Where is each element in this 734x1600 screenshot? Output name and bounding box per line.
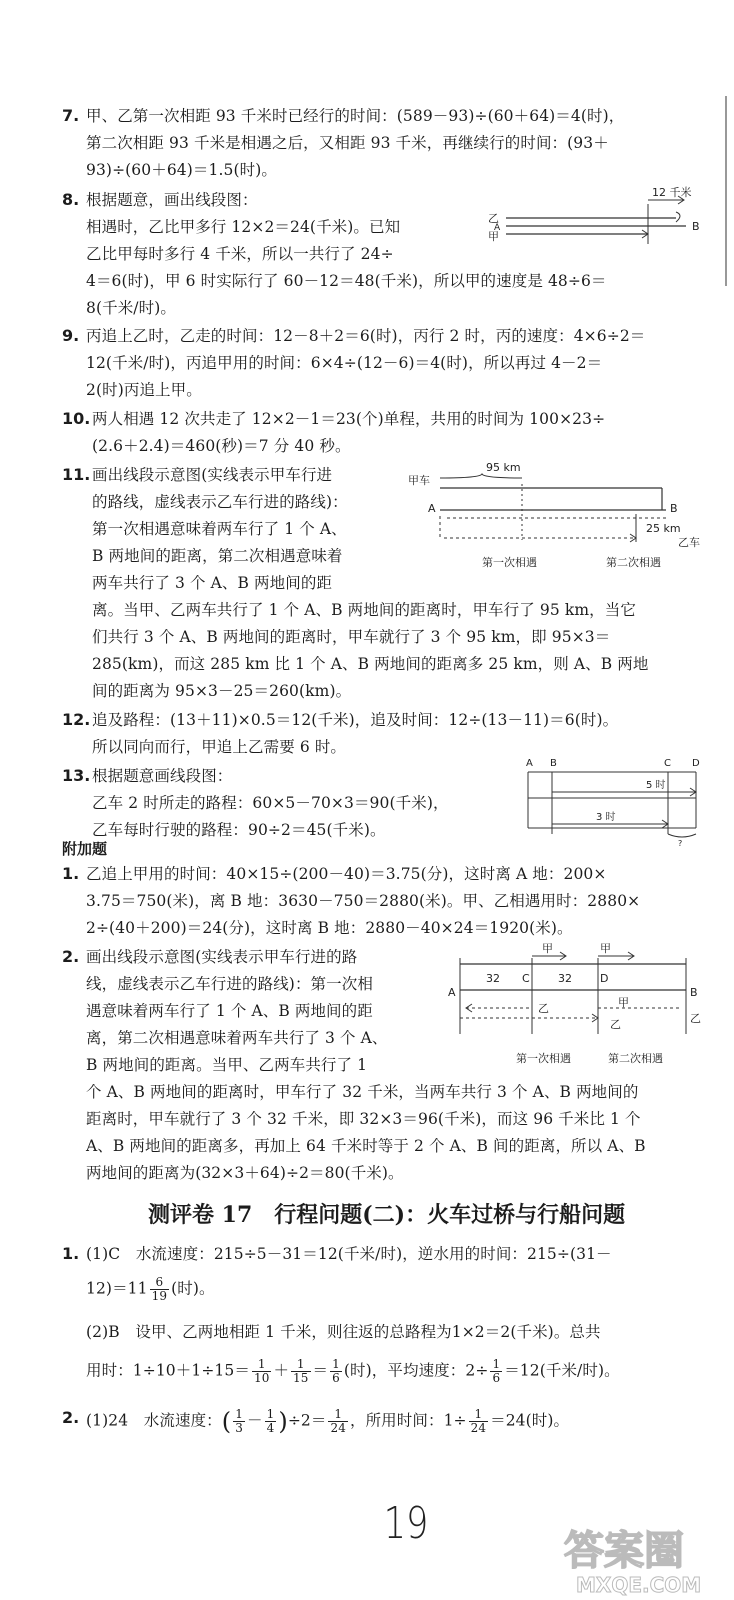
figure-e2-n1: 32: [486, 972, 500, 985]
figure-e2-yi-2: 乙: [610, 1018, 621, 1031]
problem-9-line: 12(千米/时)，丙追甲用的时间：6×4÷(12－6)＝4(时)，所以再过 4－2＝: [86, 354, 603, 372]
figure-13-d: D: [692, 758, 700, 769]
figure-e2-n2: 32: [558, 972, 572, 985]
problem-9-line: 2(时)丙追上甲。: [86, 381, 202, 399]
extra-2-line: 两地间的距离为(32×3＋64)÷2＝80(千米)。: [86, 1164, 404, 1182]
figure-13-t3: 3 时: [596, 812, 616, 823]
figure-11-a: A: [428, 502, 436, 515]
figure-11-caption-1: 第一次相遇: [482, 556, 537, 569]
problem-13-line: 乙车每时行驶的路程：90÷2＝45(千米)。: [92, 821, 386, 839]
watermark-url: MXQE.COM: [576, 1573, 702, 1597]
fraction: $\frac{1}{24}$: [330, 1407, 346, 1435]
problem-13-line: 根据题意画线段图：: [92, 767, 233, 785]
figure-13-t5: 5 时: [646, 780, 666, 791]
extra-1-number: 1.: [62, 864, 80, 883]
s17-q1-number: 1.: [62, 1244, 80, 1263]
fraction: $\frac{1}{24}$: [470, 1407, 487, 1435]
extra-2-number: 2.: [62, 947, 80, 966]
extra-2-line: 个 A、B 两地间的距离时，甲车行了 32 千米，当两车共行 3 个 A、B 两地间的: [86, 1083, 639, 1101]
binding-line: [722, 96, 730, 286]
problem-11-line: 285(km)，而这 285 km 比 1 个 A、B 两地间的距离多 25 km，则 A、B 两地: [92, 655, 649, 673]
problem-11-line: 第一次相遇意味着两车行了 1 个 A、: [92, 520, 347, 538]
figure-e2-jia-1: 甲: [542, 942, 553, 955]
problem-9-line: 丙追上乙时，乙走的时间：12－8＋2＝6(时)，丙行 2 时，丙的速度：4×6÷2＝: [86, 327, 646, 345]
s17-q1-a2-prefix: 12)＝11: [86, 1279, 148, 1298]
extra-2-line: 距离时，甲车就行了 3 个 32 千米，即 32×3＝96(千米)，而这 96 千米比 1 个: [86, 1110, 641, 1128]
figure-e2-jia-3: 甲: [618, 996, 629, 1009]
problem-11-line: 两车共行了 3 个 A、B 两地间的距: [92, 574, 333, 592]
figure-e2-b: B: [690, 986, 698, 999]
figure-13-a: A: [526, 758, 533, 769]
extra-2-line: B 两地间的距离。当甲、乙两车共行了 1: [86, 1056, 368, 1074]
fraction: $\frac{1}{3}$: [235, 1407, 243, 1435]
watermark-logo: [556, 1518, 732, 1598]
problem-8-line: 8(千米/时)。: [86, 299, 176, 317]
problem-7-line: 第二次相距 93 千米是相遇之后，又相距 93 千米，再继续行的时间：(93＋: [86, 134, 609, 152]
problem-11-line: B 两地间的距离，第二次相遇意味着: [92, 547, 343, 565]
problem-11-line: 画出线段示意图(实线表示甲车行进: [92, 466, 333, 484]
extra-2-line: 离，第二次相遇意味着两车共行了 3 个 A、: [86, 1029, 388, 1047]
problem-13-number: 13.: [62, 766, 91, 785]
figure-e2-caption-1: 第一次相遇: [516, 1052, 571, 1065]
figure-13-c: C: [664, 758, 671, 769]
problem-12-number: 12.: [62, 710, 91, 729]
fraction: $\frac{1}{6}$: [492, 1357, 501, 1385]
problem-7-line: 甲、乙第一次相距 93 千米时已经行的时间：(589－93)÷(60＋64)＝4(时)，: [86, 107, 625, 125]
figure-11-caption-2: 第二次相遇: [606, 556, 661, 569]
extra-1-line: 2÷(40＋200)＝24(分)，这时离 B 地：2880－40×24＝1920(米)。: [86, 919, 573, 937]
problem-11-line: 离。当甲、乙两车共行了 1 个 A、B 两地间的距离时，甲车行了 95 km，当它: [92, 601, 636, 619]
figure-e2-yi-3: 乙: [690, 1012, 701, 1025]
s17-q1-b-line-2: 用时：1÷10＋1÷15＝ $\frac{1}{10}$ ＋ $\frac{1}{15}$ ＝ $\frac{1}{6}$ (时)，平均速度：2÷ $\frac{1}{6}$ ＝12(千米/时)。: [86, 1357, 620, 1385]
problem-13-line: 乙车 2 时所走的路程：60×5－70×3＝90(千米)，: [92, 794, 449, 812]
fraction: $\frac{1}{4}$: [266, 1407, 275, 1435]
problem-10-number: 10.: [62, 409, 91, 428]
figure-11-dist: 95 km: [486, 461, 521, 474]
problem-8-line: 4＝6(时)，甲 6 时实际行了 60－12＝48(千米)，所以甲的速度是 48÷6＝: [86, 272, 607, 290]
watermark-text: 答案圈: [564, 1528, 684, 1574]
figure-13-b: B: [550, 758, 557, 769]
figure-8-jia: 甲: [488, 230, 499, 243]
fraction: $\frac{1}{10}$: [253, 1357, 270, 1385]
figure-8-a: A: [494, 223, 501, 233]
figure-13-line-diagram: [520, 754, 720, 846]
figure-e2-d: D: [600, 972, 609, 985]
figure-e2-yi-1: 乙: [538, 1002, 549, 1015]
extra-2-line: 画出线段示意图(实线表示甲车行进的路: [86, 948, 358, 966]
figure-extra-2-line-diagram: [446, 938, 718, 1070]
page-number: 19: [383, 1498, 429, 1549]
figure-11-b: B: [670, 502, 678, 515]
s17-q2-line: (1)24 水流速度：( $\frac{1}{3}$ － $\frac{1}{4}$ )÷2＝ $\frac{1}{24}$ ，所用时间：1÷ $\frac{1}{24}$ ＝24(时)。: [86, 1407, 570, 1436]
extra-2-line: 遇意味着两车行了 1 个 A、B 两地间的距: [86, 1002, 373, 1020]
section-title: 测评卷 17 行程问题(二)：火车过桥与行船问题: [148, 1202, 626, 1228]
figure-8-yi: 乙: [488, 212, 499, 225]
problem-8-line: 根据题意，画出线段图：: [86, 191, 258, 209]
extra-heading: 附加题: [62, 840, 108, 858]
problem-9-number: 9.: [62, 326, 80, 345]
figure-11-d25: 25 km: [646, 522, 681, 535]
figure-e2-caption-2: 第二次相遇: [608, 1052, 663, 1065]
extra-2-line: 线，虚线表示乙车行进的路线)：第一次相: [86, 975, 373, 993]
fraction: $\frac{1}{15}$: [293, 1357, 309, 1385]
figure-11-jiache: 甲车: [408, 474, 430, 487]
fraction: $\frac{1}{6}$: [332, 1357, 340, 1385]
extra-1-line: 乙追上甲用的时间：40×15÷(200－40)＝3.75(分)，这时离 A 地：200×: [86, 865, 607, 883]
figure-8-dist: 12 千米: [652, 186, 692, 199]
s17-q1-b-line: (2)B 设甲、乙两地相距 1 千米，则往返的总路程为1×2＝2(千米)。总共: [86, 1323, 601, 1341]
problem-8-number: 8.: [62, 190, 80, 209]
fraction: $\frac{6}{19}$: [151, 1275, 168, 1303]
extra-1-line: 3.75＝750(米)，离 B 地：3630－750＝2880(米)。甲、乙相遇用时：2880×: [86, 892, 641, 910]
problem-12-line: 追及路程：(13＋11)×0.5＝12(千米)，追及时间：12÷(13－11)＝6(时)。: [92, 711, 619, 729]
problem-12-line: 所以同向而行，甲追上乙需要 6 时。: [92, 738, 347, 756]
figure-e2-a: A: [448, 986, 456, 999]
figure-e2-c: C: [522, 972, 530, 985]
figure-8-b: B: [692, 220, 700, 233]
problem-10-line: 两人相遇 12 次共走了 12×2－1＝23(个)单程，共用的时间为 100×23÷: [92, 410, 606, 428]
problem-11-line: 的路线，虚线表示乙车行进的路线)：: [92, 493, 348, 511]
figure-11-yiche: 乙车: [678, 536, 700, 549]
problem-7-number: 7.: [62, 106, 80, 125]
problem-8-line: 相遇时，乙比甲多行 12×2＝24(千米)。已知: [86, 218, 401, 236]
figure-13-question: ?: [678, 839, 683, 846]
problem-10-line: (2.6＋2.4)＝460(秒)＝7 分 40 秒。: [92, 437, 351, 455]
problem-11-line: 间的距离为 95×3－25＝260(km)。: [92, 682, 352, 700]
s17-q1-a-line-2: 12)＝11 $\frac{6}{19}$ (时)。: [86, 1275, 215, 1303]
problem-8-line: 乙比甲每时多行 4 千米，所以一共行了 24÷: [86, 245, 394, 263]
figure-e2-jia-2: 甲: [600, 942, 611, 955]
s17-q1-a-line: (1)C 水流速度：215÷5－31＝12(千米/时)，逆水用的时间：215÷(31－: [86, 1245, 612, 1263]
problem-7-line: 93)÷(60＋64)＝1.5(时)。: [86, 161, 277, 179]
problem-11-line: 们共行 3 个 A、B 两地间的距离时，甲车就行了 3 个 95 km，即 95×3＝: [92, 628, 611, 646]
figure-11-line-diagram: [404, 454, 714, 574]
extra-2-line: A、B 两地间的距离多，再加上 64 千米时等于 2 个 A、B 间的距离，所以 A、B: [86, 1137, 646, 1155]
s17-q2-number: 2.: [62, 1408, 80, 1427]
problem-11-number: 11.: [62, 465, 91, 484]
figure-8-line-diagram: [470, 182, 710, 254]
